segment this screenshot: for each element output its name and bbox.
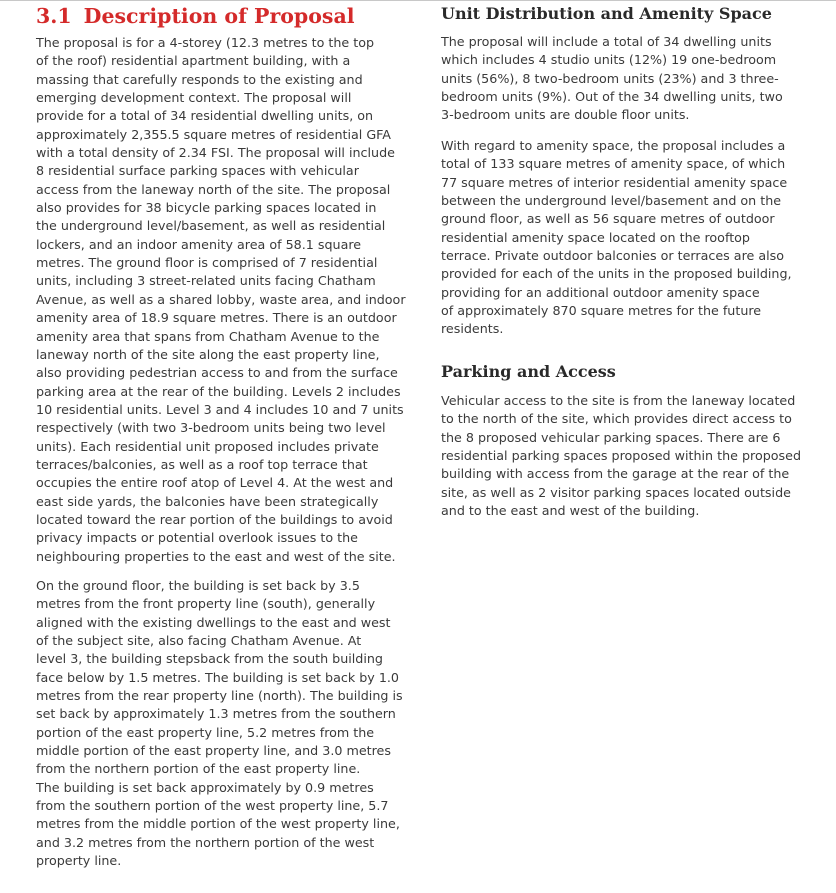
text-line: property line. [36, 853, 122, 869]
text-line: residential parking spaces proposed within the proposed [441, 448, 802, 464]
text-line: terraces/balconies, as well as a roof top terrace that [36, 456, 368, 472]
text-line: occupies the entire roof atop of Level 4. At the west and [36, 475, 394, 491]
text-line: east side yards, the balconies have been strategically [36, 493, 379, 509]
text-line: residential amenity space located on the rooftop [441, 229, 750, 245]
text-line: ground floor, as well as 56 square metres of outdoor [441, 211, 775, 227]
text-line: privacy impacts or potential overlook issues to the [36, 530, 358, 546]
text-line: aligned with the existing dwellings to the east and west [36, 614, 391, 630]
text-line: laneway north of the site along the east property line, [36, 346, 380, 362]
text-line: from the southern portion of the west property line, 5.7 [36, 798, 389, 814]
text-line: building with access from the garage at the rear of the [441, 466, 790, 482]
amenity-space-paragraph [441, 137, 792, 339]
section-title-text: Description of Proposal [83, 4, 355, 28]
text-line: and 3.2 metres from the northern portion of the west [36, 834, 375, 850]
text-line: metres from the middle portion of the west property line, [36, 816, 400, 832]
text-line: neighbouring properties to the east and west of the site. [36, 548, 396, 564]
text-line: portion of the east property line, 5.2 metres from the [36, 724, 375, 740]
text-line: providing for an additional outdoor amenity space [441, 284, 760, 300]
text-line: face below by 1.5 metres. The building is set back by 1.0 [36, 669, 400, 685]
text-line: approximately 2,355.5 square metres of residential GFA [36, 126, 391, 142]
text-line: With regard to amenity space, the proposal includes a [441, 138, 786, 153]
text-line: metres from the front property line (south), generally [36, 596, 376, 612]
text-line: parking area at the rear of the building. Levels 2 includes [36, 383, 401, 399]
text-line: also providing pedestrian access to and from the surface [36, 365, 398, 381]
text-line: total of 133 square metres of amenity space, of which [441, 156, 786, 172]
text-line: level 3, the building stepsback from the south building [36, 651, 383, 667]
text-line: middle portion of the east property line, and 3.0 metres [36, 743, 391, 759]
parking-access-heading: Parking and Access [441, 362, 616, 381]
text-line: metres. The ground floor is comprised of 7 residential [36, 255, 378, 271]
text-line: terrace. Private outdoor balconies or terraces are also [441, 248, 785, 264]
text-line: provide for a total of 34 residential dwelling units, on [36, 108, 374, 124]
unit-distribution-heading: Unit Distribution and Amenity Space [441, 4, 772, 23]
text-line: with a total density of 2.34 FSI. The proposal will include [36, 145, 395, 161]
text-line: respectively (with two 3-bedroom units being two level [36, 420, 386, 436]
text-line: The proposal will include a total of 34 dwelling units [441, 34, 772, 49]
text-line: also provides for 38 bicycle parking spaces located in [36, 200, 377, 216]
text-line: site, as well as 2 visitor parking spaces located outside [441, 484, 791, 500]
text-line: from the northern portion of the east property line. [36, 761, 361, 777]
text-line: The building is set back approximately by 0.9 metres [36, 779, 374, 795]
text-line: lockers, and an indoor amenity area of 58.1 square [36, 236, 362, 252]
section-title [36, 3, 355, 29]
text-line: the underground level/basement, as well as residential [36, 218, 386, 234]
text-line: Vehicular access to the site is from the laneway located [441, 393, 796, 408]
text-line: set back by approximately 1.3 metres from the southern [36, 706, 396, 722]
text-line: access from the laneway north of the site. The proposal [36, 181, 391, 197]
text-line: 3-bedroom units are double floor units. [441, 107, 690, 123]
text-line: residents. [441, 321, 504, 337]
text-line: 77 square metres of interior residential amenity space [441, 174, 788, 190]
text-line: the 8 proposed vehicular parking spaces. There are 6 [441, 429, 781, 445]
text-line: between the underground level/basement and on the [441, 193, 782, 209]
text-line: On the ground floor, the building is set back by 3.5 [36, 578, 360, 593]
text-line: to the north of the site, which provides direct access to [441, 411, 792, 427]
text-line: provided for each of the units in the proposed building, [441, 266, 792, 282]
text-line: of the roof) residential apartment building, with a [36, 53, 351, 69]
text-line: of the subject site, also facing Chatham Avenue. At [36, 633, 362, 649]
text-line: emerging development context. The proposal will [36, 90, 352, 106]
section-number: 3.1 [36, 4, 72, 28]
text-line: metres from the rear property line (north). The building is [36, 688, 403, 704]
text-line: units (56%), 8 two-bedroom units (23%) and 3 three- [441, 70, 779, 86]
text-line: of approximately 870 square metres for the future [441, 303, 762, 319]
text-line: The proposal is for a 4-storey (12.3 metres to the top [36, 35, 375, 50]
text-line: massing that carefully responds to the existing and [36, 71, 363, 87]
top-divider [0, 0, 836, 1]
proposal-description-paragraph [36, 34, 406, 566]
text-line: units). Each residential unit proposed includes private [36, 438, 379, 454]
text-line: which includes 4 studio units (12%) 19 one-bedroom [441, 52, 777, 68]
text-line: located toward the rear portion of the buildings to avoid [36, 511, 393, 527]
text-line: bedroom units (9%). Out of the 34 dwelling units, two [441, 89, 783, 105]
text-line: units, including 3 street-related units facing Chatham [36, 273, 376, 289]
unit-distribution-paragraph [441, 33, 783, 125]
text-line: amenity area that spans from Chatham Avenue to the [36, 328, 380, 344]
text-line: and to the east and west of the building. [441, 503, 700, 519]
setback-description-paragraph [36, 577, 403, 871]
text-line: amenity area of 18.9 square metres. There is an outdoor [36, 310, 397, 326]
text-line: 8 residential surface parking spaces with vehicular [36, 163, 359, 179]
parking-access-paragraph [441, 392, 801, 520]
text-line: 10 residential units. Level 3 and 4 includes 10 and 7 units [36, 401, 404, 417]
text-line: Avenue, as well as a shared lobby, waste area, and indoor [36, 291, 406, 307]
